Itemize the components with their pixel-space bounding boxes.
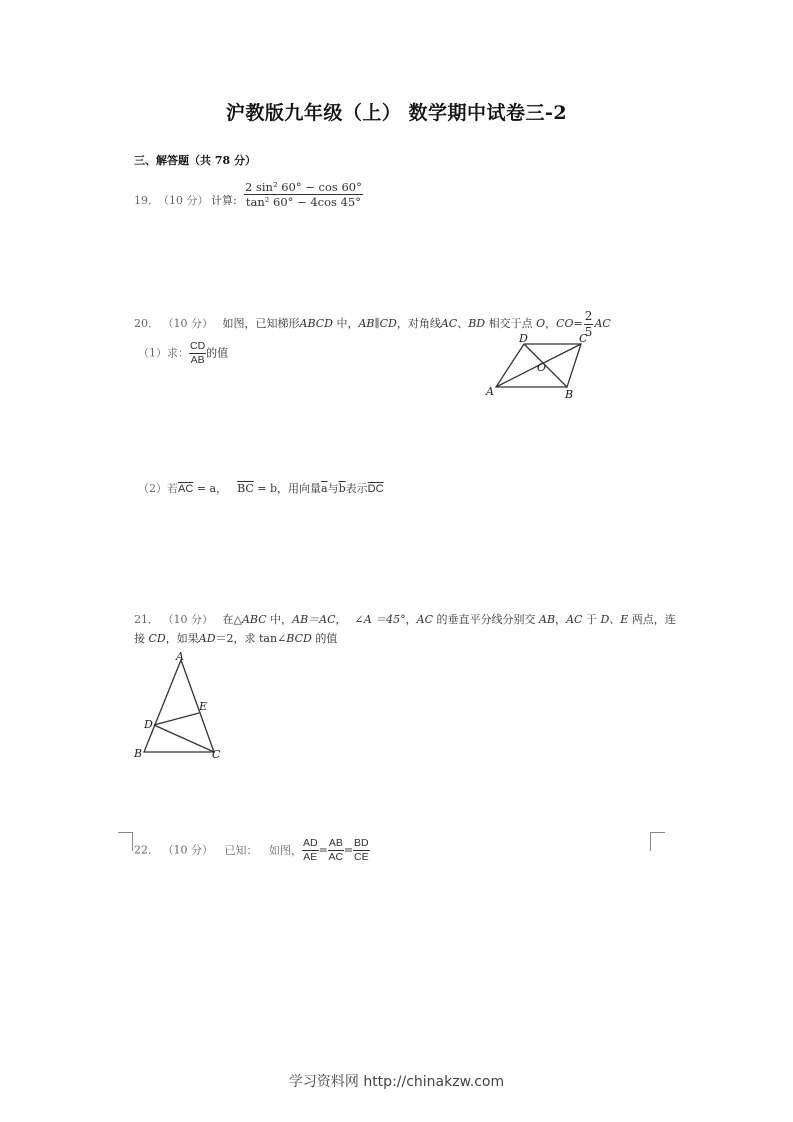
q21-line1: 21． （10 分） 在△ABC 中，AB＝AC， ∠A ＝45°，AC 的垂直平分线分别交 AB，AC 于 D、E 两点，连	[134, 613, 676, 626]
q20-part1: （1）求： $\frac{CD}{AB}$ 的值	[138, 340, 229, 367]
label-d: D	[519, 332, 528, 345]
page-corner-mark-left	[118, 832, 133, 851]
page-title: 沪教版九年级（上） 数学期中试卷三-2	[225, 102, 568, 124]
label-a: A	[486, 385, 494, 398]
q20-trapezoid-figure	[484, 330, 594, 402]
label-d: D	[144, 718, 153, 731]
label-b: B	[565, 388, 574, 401]
label-a: A	[176, 650, 184, 663]
q20-stem: 20． （10 分） 如图，已知梯形ABCD 中，AB∥CD，对角线AC、BD 相交于点 O，CO= $\frac{2}{5}$ AC	[134, 309, 611, 339]
q19-number: 19．	[134, 194, 159, 207]
label-c: C	[579, 332, 588, 345]
q19-expression	[244, 181, 363, 208]
segment-dc	[154, 725, 214, 752]
label-e: E	[199, 700, 208, 713]
section-heading: 三、解答题（共 78 分）	[134, 154, 256, 167]
q20-part2: （2）若$\overline{AC} = a$， $\overline{BC} = b$，用向量$\overline{a}$与$\overline{b}$表示$\overline{DC}$	[138, 482, 384, 495]
q19-prompt: 计算:	[211, 194, 237, 207]
q19-denominator: tan² 60° − 4cos 45°	[245, 195, 361, 210]
q19-points: （10 分）	[158, 194, 209, 207]
page-corner-mark-right	[650, 832, 665, 851]
segment-de	[154, 713, 199, 725]
footer-watermark: 学习资料网 http://chinakzw.com	[288, 1074, 505, 1090]
q22-stem: 22． （10 分） 已知： 如图， $\frac{AD}{AE}$ = $\frac{AB}{AC}$ = $\frac{BD}{CE}$	[134, 837, 369, 864]
label-c: C	[212, 748, 221, 761]
q19-numerator: 2 sin² 60° − cos 60°	[245, 180, 362, 194]
label-b: B	[134, 747, 143, 760]
q21-triangle-figure	[130, 650, 230, 762]
label-o: O	[537, 361, 547, 374]
q21-line2: 接 CD，如果AD＝2，求 tan∠BCD 的值	[134, 632, 338, 645]
